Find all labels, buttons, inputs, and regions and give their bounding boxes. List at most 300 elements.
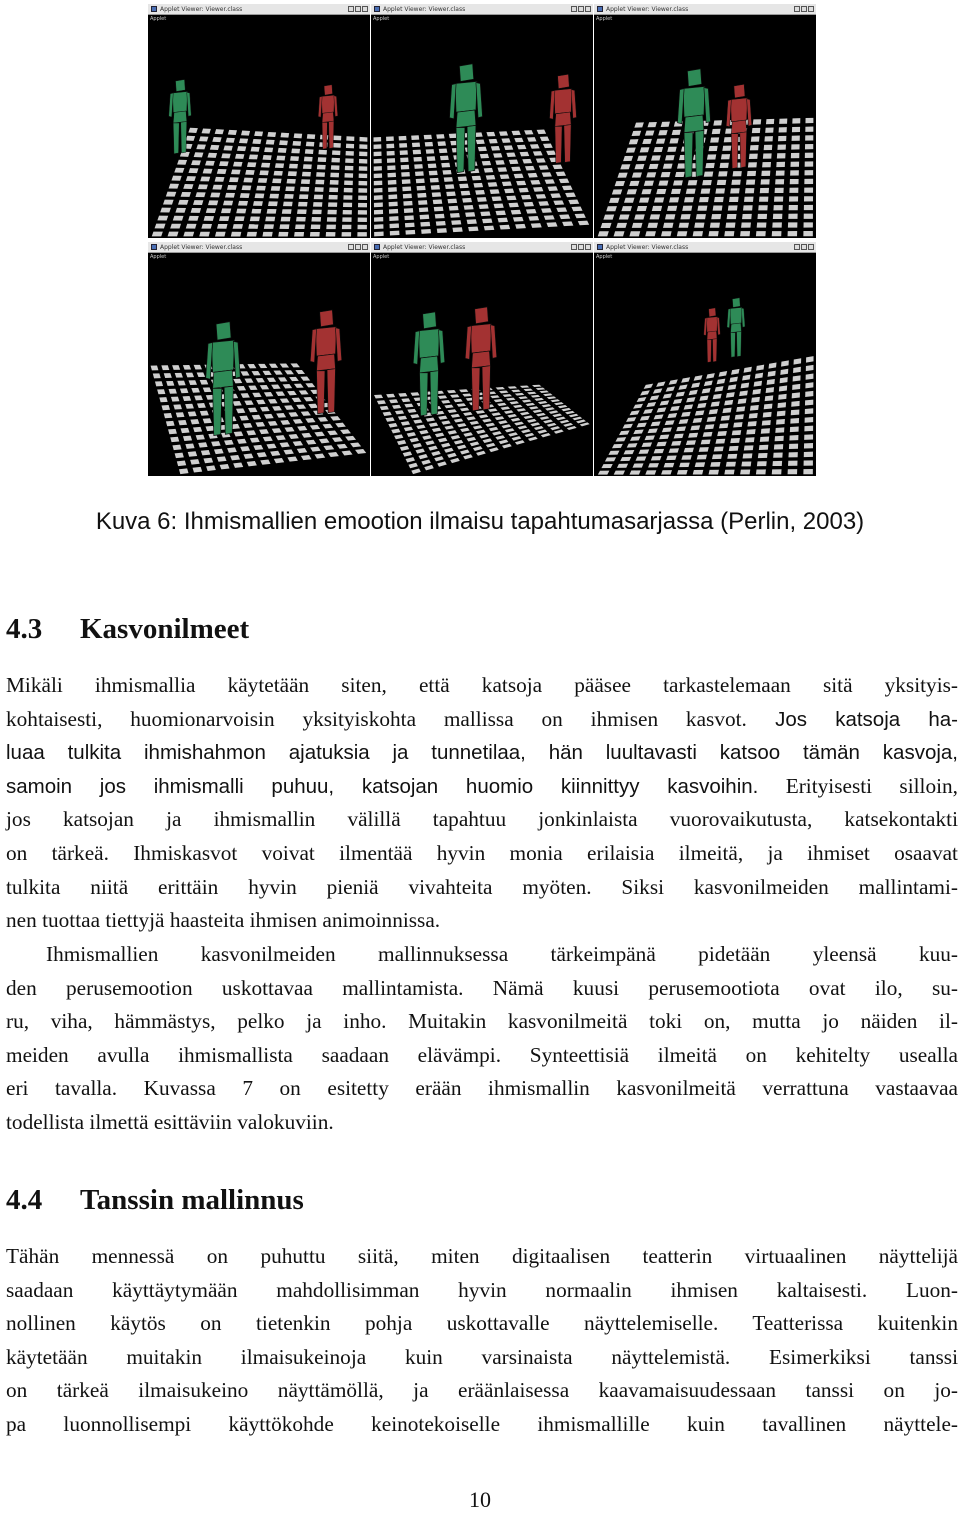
floor-tile [667, 147, 677, 152]
floor-tile [508, 432, 518, 436]
floor-tile [528, 173, 538, 178]
floor-tile [743, 453, 753, 458]
floor-tile [479, 414, 489, 418]
floor-tile [688, 180, 698, 185]
floor-tile [308, 404, 318, 409]
floor-tile [689, 390, 698, 395]
floor-tile [211, 441, 221, 446]
floor-tile [688, 433, 698, 438]
floor-tile [199, 136, 209, 141]
floor-tile [247, 232, 257, 237]
floor-tile [645, 470, 656, 474]
floor-tile [804, 452, 813, 457]
floor-tile [358, 225, 367, 229]
floor-tile [155, 224, 166, 229]
floor-tile [389, 202, 398, 207]
floor-tile [612, 189, 622, 194]
floor-tile [470, 421, 480, 425]
floor-tile [217, 169, 227, 174]
floor-tile [733, 171, 742, 176]
floor-tile [491, 146, 500, 151]
floor-tile [454, 418, 463, 422]
floor-tile [183, 184, 193, 189]
floor-tile [657, 407, 667, 412]
floor-tile [415, 171, 424, 176]
floor-tile [175, 373, 183, 378]
window-buttons [348, 244, 370, 250]
floor-tile [476, 430, 486, 434]
floor-tile [311, 217, 321, 222]
floor-tile [708, 231, 718, 236]
floor-tile [448, 430, 457, 434]
floor-tile [521, 195, 531, 200]
floor-tile [791, 401, 799, 407]
floor-tile [742, 214, 752, 219]
floor-tile [451, 220, 461, 225]
floor-tile [526, 209, 537, 214]
text-line: den perusemootion uskottavaa mallintamista. Nämä kuusi perusemootiota ovat ilo, su- [6, 975, 958, 1000]
floor-tile [536, 388, 546, 390]
floor-tile [788, 231, 798, 236]
floor-tile [501, 424, 511, 428]
floor-tile [525, 403, 535, 406]
floor-tile [319, 438, 330, 443]
scene-5 [371, 254, 593, 476]
floor-tile [173, 404, 182, 409]
floor-tile [489, 139, 498, 144]
floor-tile [462, 198, 472, 203]
floor-tile [790, 427, 799, 433]
floor-tile [772, 231, 782, 236]
floor-tile [496, 387, 505, 390]
floor-tile [327, 217, 337, 222]
floor-tile [424, 135, 432, 140]
floor-tile [515, 440, 525, 445]
floor-tile [248, 408, 258, 413]
text-line: saadaan käyttäytymään mahdollisimman hyvin normaalin ihmisen kaltaisesti. Luon- [6, 1277, 958, 1302]
floor-tile [710, 223, 720, 228]
applet-titlebar [594, 4, 816, 15]
floor-tile [346, 136, 354, 141]
floor-tile [272, 428, 282, 433]
floor-tile [233, 162, 243, 167]
floor-tile [239, 138, 248, 143]
floor-tile [457, 403, 466, 407]
floor-tile [804, 222, 813, 227]
floor-tile [543, 393, 553, 396]
floor-tile [243, 178, 253, 183]
floor-tile [328, 452, 339, 457]
floor-tile [529, 406, 539, 409]
floor-tile [673, 180, 683, 185]
floor-tile [606, 206, 617, 211]
close-icon [585, 244, 591, 250]
floor-tile [297, 209, 307, 214]
floor-tile [545, 407, 555, 410]
floor-tile [684, 197, 694, 202]
floor-tile [310, 425, 320, 430]
floor-tile [554, 430, 564, 434]
floor-tile [200, 176, 210, 181]
floor-tile [560, 420, 570, 424]
floor-tile [506, 152, 516, 157]
floor-tile [632, 172, 642, 177]
floor-tile [666, 456, 677, 461]
floor-tile [289, 434, 299, 439]
floor-tile [358, 217, 367, 221]
floor-tile [243, 423, 253, 428]
floor-tile [637, 423, 647, 428]
floor-tile [428, 446, 437, 451]
floor-tile [724, 470, 734, 475]
floor-tile [645, 435, 655, 440]
floor-tile [329, 195, 338, 200]
floor-tile [523, 389, 533, 392]
floor-tile [227, 185, 237, 190]
floor-tile [223, 201, 233, 206]
floor-tile [274, 171, 283, 176]
floor-tile [746, 179, 755, 184]
floor-tile [328, 202, 337, 207]
floor-tile [292, 398, 302, 403]
floor-tile [680, 214, 690, 219]
floor-tile [301, 411, 311, 416]
scene-3 [594, 16, 816, 238]
floor-tile [627, 189, 637, 194]
floor-tile [763, 412, 772, 418]
red-figure [550, 74, 577, 163]
floor-tile [559, 214, 570, 219]
floor-tile [550, 193, 561, 198]
floor-tile [772, 461, 782, 466]
floor-tile [530, 180, 540, 185]
text-segment: on tärkeä. [6, 840, 109, 865]
floor-tile [234, 216, 244, 221]
floor-tile [230, 455, 240, 460]
floor-tile [750, 405, 759, 411]
floor-tile [275, 163, 284, 168]
floor-tile [191, 388, 200, 393]
floor-tile [490, 189, 500, 194]
paragraph-kasvonilmeet-2 [6, 938, 958, 1140]
floor-tile [434, 456, 444, 461]
floor-tile [479, 434, 489, 438]
floor-tile [726, 392, 735, 398]
floor-tile [388, 194, 397, 199]
floor-tile [790, 418, 799, 424]
figure-panel-3 [594, 4, 816, 238]
floor-tile [331, 158, 340, 163]
floor-tile [259, 170, 268, 175]
floor-tile [172, 445, 181, 450]
floor-tile [758, 205, 768, 210]
floor-tile [674, 434, 684, 439]
scene-4 [148, 254, 370, 476]
floor-tile [283, 202, 293, 207]
floor-tile [565, 193, 576, 198]
floor-tile [513, 405, 523, 408]
floor-tile [161, 365, 169, 370]
floor-tile [193, 427, 202, 432]
floor-tile [301, 455, 312, 460]
floor-tile [715, 386, 724, 392]
applet-window-icon [151, 6, 157, 12]
floor-tile [790, 179, 799, 184]
floor-tile [753, 119, 761, 124]
floor-tile [454, 440, 464, 445]
floor-tile [191, 208, 201, 213]
floor-tile [516, 181, 526, 186]
floor-tile [266, 444, 276, 449]
floor-tile [773, 214, 783, 219]
floor-tile [435, 433, 444, 438]
floor-tile [436, 221, 446, 226]
floor-tile [450, 213, 460, 218]
floor-tile [769, 363, 777, 369]
floor-tile [292, 141, 301, 146]
floor-tile [686, 440, 696, 445]
floor-tile [536, 158, 546, 163]
floor-tile [634, 214, 645, 219]
floor-tile [166, 381, 174, 386]
floor-tile [789, 188, 798, 193]
floor-tile [435, 214, 445, 219]
floor-tile [728, 384, 737, 390]
floor-tile [418, 454, 427, 459]
floor-tile [457, 445, 467, 450]
floor-tile [401, 165, 410, 170]
floor-tile [175, 453, 184, 459]
floor-tile [394, 434, 403, 439]
floor-tile [157, 389, 165, 394]
floor-tile [805, 391, 813, 397]
floor-tile [287, 179, 296, 184]
floor-tile [805, 400, 813, 406]
floor-tile [252, 415, 262, 420]
floor-tile [420, 222, 430, 227]
floor-tile [403, 201, 412, 206]
floor-tile [359, 137, 367, 142]
floor-tile [718, 171, 727, 176]
floor-tile [789, 444, 798, 449]
floor-tile [392, 405, 401, 409]
floor-tile [503, 394, 512, 397]
floor-tile [805, 127, 813, 132]
floor-tile [598, 471, 610, 475]
floor-tile [258, 178, 268, 183]
floor-tile [749, 413, 758, 419]
floor-tile [803, 231, 813, 236]
floor-tile [805, 382, 813, 388]
floor-tile [258, 364, 267, 368]
floor-tile [276, 156, 285, 161]
floor-tile [203, 169, 213, 174]
floor-tile [330, 416, 341, 421]
floor-tile [358, 196, 367, 201]
floor-tile [450, 458, 460, 463]
floor-tile [739, 390, 748, 396]
floor-tile [762, 420, 771, 426]
floor-tile [656, 139, 666, 144]
floor-tile [275, 391, 285, 396]
floor-tile [388, 187, 397, 192]
applet-window-title: Applet Viewer: Viewer.class [606, 243, 689, 251]
floor-tile [355, 449, 366, 454]
floor-tile [756, 365, 764, 371]
floor-tile [342, 232, 352, 236]
floor-tile [651, 155, 661, 160]
floor-tile [194, 152, 204, 157]
floor-tile [343, 203, 352, 208]
floor-tile [256, 400, 266, 405]
floor-tile [268, 399, 278, 404]
floor-tile [512, 436, 522, 440]
figure-panel-6 [594, 242, 816, 476]
text-line: Mikäli ihmismallia käytetään siten, että katsoja pääsee tarkastelemaan sitä yksityis- [6, 673, 958, 697]
floor-tile [501, 407, 511, 410]
floor-tile [387, 173, 396, 178]
floor-tile [417, 193, 426, 198]
text-line: Ihmismallien kasvonilmeiden mallinnuksessa tärkeimpänä pidetään yleensä kuu- [46, 942, 958, 966]
floor-tile [374, 181, 383, 186]
floor-tile [189, 380, 197, 385]
floor-tile [178, 420, 187, 425]
floor-tile [229, 177, 239, 182]
floor-tile [717, 431, 727, 436]
floor-tile [389, 216, 398, 221]
floor-tile [410, 392, 419, 396]
floor-tile [241, 393, 250, 398]
floor-tile [713, 394, 722, 400]
floor-tile [705, 424, 715, 429]
floor-tile [374, 395, 383, 399]
floor-tile [671, 189, 681, 194]
floor-tile [305, 418, 315, 423]
floor-tile [168, 232, 179, 237]
floor-tile [616, 223, 627, 228]
text-line: nollinen käytös on tietenkin pohja uskottavalle näyttelemiselle. Teatterissa kuitenkin [6, 1311, 958, 1336]
floor-tile [451, 414, 460, 418]
floor-tile [633, 429, 643, 434]
floor-tile [252, 371, 261, 375]
floor-tile [499, 225, 510, 230]
floor-tile [414, 164, 423, 169]
floor-tile [603, 215, 614, 220]
floor-tile [752, 128, 761, 133]
floor-tile [297, 448, 308, 453]
floor-tile [210, 145, 220, 150]
floor-tile [684, 404, 694, 409]
floor-tile [522, 159, 532, 164]
floor-tile [183, 232, 194, 237]
floor-tile [781, 360, 789, 366]
floor-tile [476, 451, 486, 456]
floor-tile [679, 223, 689, 228]
floor-tile [730, 188, 740, 193]
floor-tile [768, 371, 776, 377]
floor-tile [656, 442, 666, 447]
floor-tile [486, 175, 496, 180]
floor-tile [623, 156, 633, 161]
floor-tile [522, 400, 532, 403]
floor-tile [237, 439, 247, 444]
floor-tile [727, 454, 737, 459]
floor-tile [215, 232, 226, 237]
floor-tile [202, 128, 211, 133]
floor-tile [730, 438, 740, 443]
floor-tile [699, 395, 708, 400]
floor-tile [721, 415, 730, 420]
floor-tile [175, 208, 186, 213]
floor-tile [686, 189, 696, 194]
floor-tile [440, 156, 449, 161]
floor-tile [717, 180, 727, 185]
floor-tile [188, 411, 197, 416]
floor-tile [332, 437, 343, 442]
floor-tile [697, 403, 706, 408]
floor-tile [681, 412, 691, 417]
floor-tile [413, 150, 421, 155]
floor-tile [296, 217, 306, 222]
floor-tile [212, 185, 222, 190]
applet-titlebar [148, 242, 370, 253]
floor-tile [540, 416, 550, 420]
floor-tile [399, 136, 407, 141]
floor-tile [252, 393, 261, 398]
floor-tile [661, 231, 672, 236]
floor-tile [413, 443, 422, 448]
floor-tile [792, 127, 800, 132]
floor-tile [515, 224, 526, 229]
floor-tile [231, 232, 241, 237]
close-icon [362, 6, 368, 12]
floor-tile [374, 217, 383, 222]
close-icon [808, 6, 814, 12]
floor-tile [252, 139, 261, 144]
floor-tile [280, 133, 289, 138]
floor-tile [297, 426, 307, 431]
floor-tile [676, 426, 686, 431]
floor-tile [329, 187, 338, 192]
floor-tile [539, 165, 549, 170]
floor-tile [788, 222, 798, 227]
floor-tile [748, 162, 757, 167]
floor-tile [514, 138, 523, 143]
window-buttons [348, 6, 370, 12]
floor-tile [648, 428, 658, 433]
floor-tile [476, 410, 485, 414]
floor-tile [458, 176, 467, 181]
floor-tile [774, 444, 783, 449]
floor-tile [301, 433, 311, 438]
floor-tile [617, 173, 627, 178]
floor-tile [755, 373, 763, 379]
floor-tile [489, 447, 499, 452]
floor-tile [276, 435, 286, 440]
floor-tile [191, 160, 201, 165]
floor-tile [650, 395, 660, 400]
floor-tile [697, 455, 707, 460]
floor-tile [177, 160, 187, 165]
floor-tile [792, 392, 800, 398]
floor-tile [460, 408, 469, 412]
floor-tile [306, 142, 315, 147]
red-figure [310, 310, 342, 414]
floor-tile [731, 180, 740, 185]
floor-tile [724, 400, 733, 406]
text-line: nen tuottaa tiettyjä haasteita ihmisen animoinnissa. [6, 908, 441, 933]
text-line: tulkita niitä erittäin hyvin pieniä vivahteita myöten. Siksi kasvonilmeiden mallintami- [6, 874, 958, 899]
